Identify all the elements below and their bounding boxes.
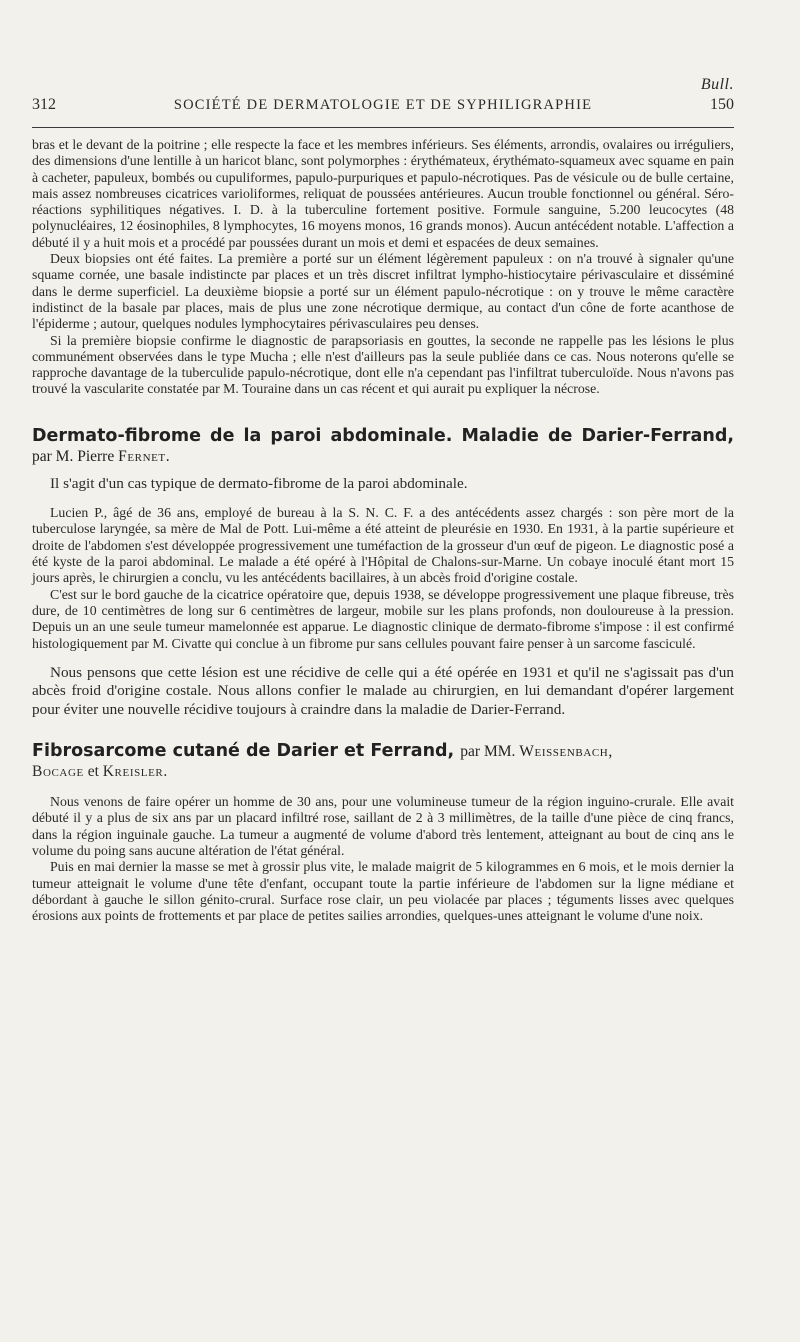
author-line	[32, 762, 734, 782]
section2	[32, 426, 734, 719]
issue-number: 150	[710, 96, 734, 113]
author-name: Fernet.	[118, 447, 171, 465]
paragraph: Si la première biopsie confirme le diagnostic de parapsoriasis en gouttes, la seconde ne rappelle pas les lésions le plus communément observées dans le type Mucha ; elle n'est d'ailleurs pas la seule publiée dans ce cas. Nous noterons qu'elle se rapproche davantage de la tuberculide papulo-nécrotique, dont elle n'a cependant pas l'infiltrat tuberculoïde. Nous n'avons pas trouvé la vascularite constatée par M. Touraine dans un cas récent et qui aurait pu expliquer la nécrose.	[32, 332, 734, 397]
section-title	[32, 741, 734, 762]
paragraph: Puis en mai dernier la masse se met à grossir plus vite, le malade maigrit de 5 kilogrammes en 6 mois, et le mois dernier la tumeur atteignait le volume d'une tête d'enfant, occupant toute la partie inférieure de l'abdomen sur la ligne médiane et débordant à gauche le sillon génito-crural. Surface rose clair, un peu violacée par places ; téguments lisses avec quelques érosions aux points de frottements et par place de petites sailies arrondies, quelques-unes atteignant le volume d'une noix.	[32, 859, 734, 924]
author-prefix: par M. Pierre	[32, 447, 115, 465]
section-title-text: Dermato-fibrome de la paroi abdominale. Maladie de Darier-Ferrand,	[32, 425, 734, 446]
page-number: 312	[32, 96, 56, 113]
paragraph: Lucien P., âgé de 36 ans, employé de bureau à la S. N. C. F. a des antécédents assez chargés : son père mort de la tuberculose laryngée, sa mère de Mal de Pott. Lui-même a été atteint de pleurésie en 1930. En 1931, à la partie supérieure et droite de l'abdomen s'est développée progressivement une tuméfaction de la grosseur d'un œuf de pigeon. Le diagnostic posé a été kyste de la paroi abdominal. Le malade a été opéré à l'Hôpital de Chalons-sur-Marne. Un cobaye inoculé étant mort 15 jours après, le chirurgien a conclu, vu les antécédents bacillaires, à un abcès froid d'origine costale.	[32, 505, 734, 586]
section3	[32, 741, 734, 924]
running-title: SOCIÉTÉ DE DERMATOLOGIE ET DE SYPHILIGRAPHIE	[173, 97, 593, 113]
paragraph: bras et le devant de la poitrine ; elle respecte la face et les membres inférieurs. Ses éléments, arrondis, ovalaires ou irréguliers, des dimensions d'une lentille à un haricot blanc, sont polymorphes : érythémateux, érythémato-squameux avec squame en pain à cacheter, papuleux, bombés ou cupuliformes, papulo-purpuriques et papulo-nécrotiques. Pas de vésicule ou de bulle certaine, mais assez nombreuses cicatrices varioliformes, reliquat de poussées antérieures. Aucun trouble fonctionnel ou général. Séro-réactions syphilitiques négatives. I. D. à la tuberculine fortement positive. Formule sanguine, 5.200 leucocytes (48 polynucléaires, 12 éosinophiles, 8 lymphocytes, 16 moyens monos, 16 grands monos). Aucun antécédent notable. L'affection a débuté il y a huit mois et a procédé par poussées durant un mois et demi et espacées de deux semaines.	[32, 137, 734, 250]
paragraph: Nous pensons que cette lésion est une récidive de celle qui a été opérée en 1931 et qu'il ne s'agissait pas d'un abcès froid d'origine costale. Nous allons confier le malade au chirurgien, en lui demandant d'opérer largement pour éviter une nouvelle récidive toujours à craindre dans la maladie de Darier-Ferrand.	[32, 663, 734, 718]
author-name: Bocage	[32, 763, 84, 781]
section1-body	[32, 137, 734, 398]
section-title-text: Fibrosarcome cutané de Darier et Ferrand,	[32, 741, 455, 762]
paragraph: Il s'agit d'un cas typique de dermato-fibrome de la paroi abdominale.	[50, 474, 468, 492]
author-prefix: par MM.	[460, 743, 516, 761]
header-rule	[32, 127, 734, 128]
author-name: Weissenbach,	[519, 743, 613, 761]
running-head	[32, 96, 734, 114]
paragraph: Deux biopsies ont été faites. La première a porté sur un élément légèrement papuleux : on n'a trouvé à signaler qu'une squame cornée, une basale indistincte par places et un très discret infiltrat lympho-histiocytaire périvasculaire et disséminé dans le derme superficiel. La deuxième biopsie a porté sur un élément papulo-nécrotique : on y trouve le même caractère indistinct de la basale par places, mais de plus une zone nécrotique dermique, au contact d'un cône de forte acanthose de l'épiderme ; autour, quelques nodules lymphocytaires périvasculaires peu denses.	[32, 251, 734, 332]
page-content	[32, 137, 734, 924]
journal-abbrev: Bull.	[700, 76, 734, 93]
author-conj: et	[87, 763, 99, 781]
section-title	[32, 426, 734, 467]
paragraph: Nous venons de faire opérer un homme de 30 ans, pour une volumineuse tumeur de la région inguino-crurale. Elle avait débuté il y a plus de six ans par un placard infiltré rose, saillant de 2 à 3 millimètres, de la taille d'une pièce de cinq francs, dans la région inguinale gauche. La tumeur a augmenté de volume d'abord très lentement, atteignant au bout de cinq ans le volume du poing sans aucune altération de l'état général.	[32, 794, 734, 858]
paragraph: C'est sur le bord gauche de la cicatrice opératoire que, depuis 1938, se développe progressivement une plaque fibreuse, très dure, de 10 centimètres de long sur 6 centimètres de largeur, mobile sur les plans profonds, non douloureuse à la pression. Depuis un an une seule tumeur mamelonnée est apparue. Le diagnostic clinique de dermato-fibrome s'impose : il est confirmé histologiquement par M. Civatte qui conclue à un fibrome pur sans cellules pouvant faire penser à un sarcome fasciculé.	[32, 586, 734, 651]
author-name: Kreisler.	[102, 763, 168, 781]
